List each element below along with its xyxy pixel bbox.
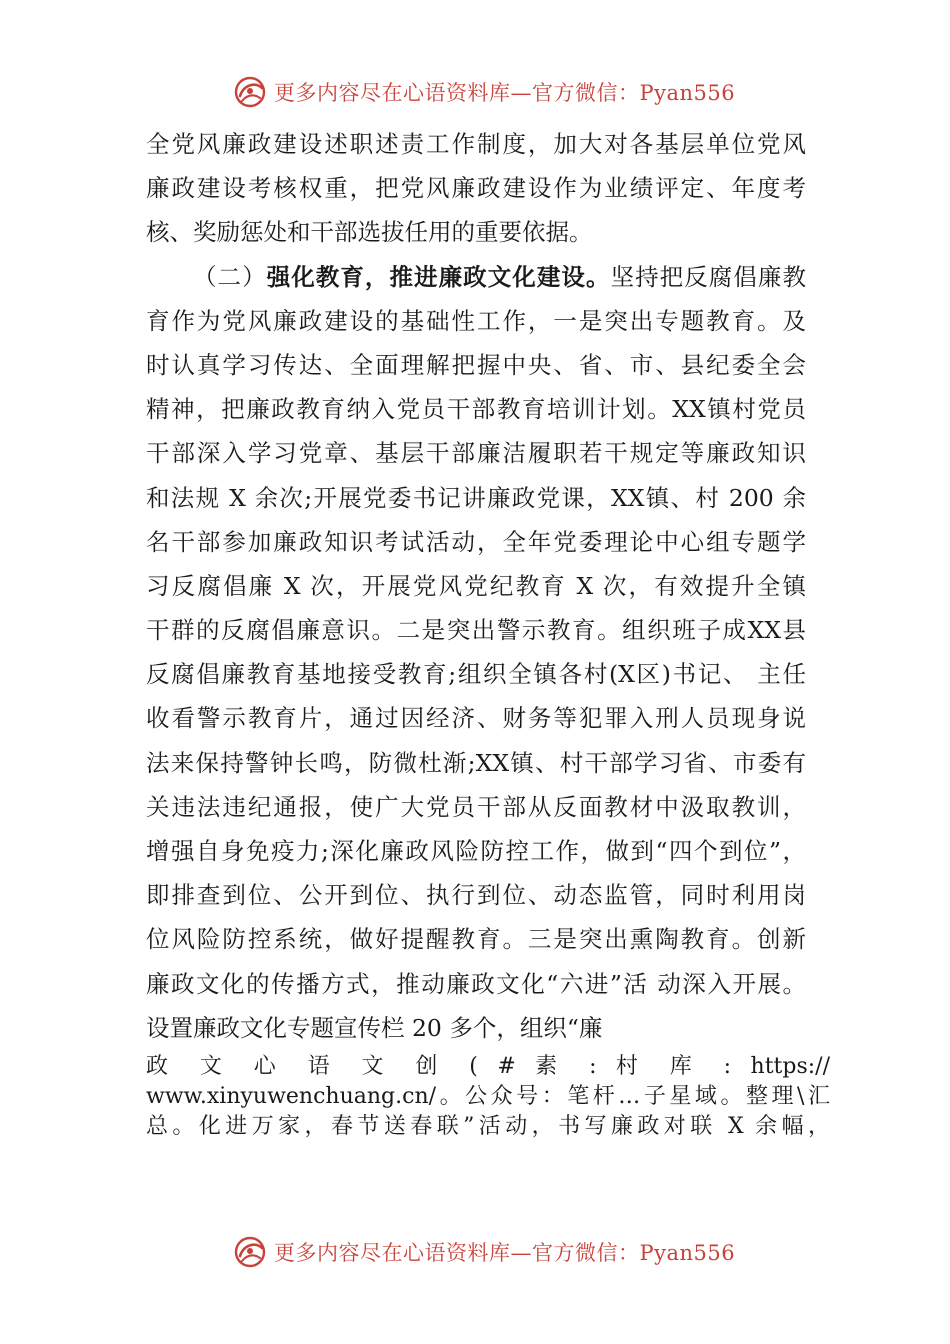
body-line: 全党风廉政建设述职述责工作制度，加大对各基层单位党风 — [146, 130, 806, 158]
body-line: 法来保持警钟长鸣，防微杜渐;XX镇、村干部学习省、市委有 — [146, 748, 806, 777]
body-line: 反腐倡廉教育基地接受教育;组织全镇各村(X区)书记、 主任 — [146, 660, 806, 689]
section-number: （二） — [193, 262, 267, 291]
body-line: 精神，把廉政教育纳入党员干部教育培训计划。XX镇村党员 — [146, 395, 806, 424]
footer-banner — [232, 1232, 736, 1272]
section-heading: 强化教育，推进廉政文化建设。 — [266, 262, 611, 291]
body-line: 关违法违纪通报，使广大党员干部从反面教材中汲取教训， — [146, 792, 806, 821]
watermark-line: 总。化进万家，春节送春联”活动，书写廉政对联 X 余幅， — [146, 1114, 830, 1139]
body-line: 收看警示教育片，通过因经济、财务等犯罪入刑人员现身说 — [146, 704, 806, 733]
section-first-line — [146, 255, 806, 299]
document-body — [146, 122, 806, 1050]
watermark-line: 政 文 心 语 文 创 ( # 素 : 村 库 : https:// — [146, 1054, 830, 1079]
body-line: 廉政建设考核权重，把党风廉政建设作为业绩评定、年度考 — [146, 174, 806, 203]
body-line: 核、奖励惩处和干部选拔任用的重要依据。 — [146, 218, 593, 247]
body-line: 和法规 X 余次;开展党委书记讲廉政党课，XX镇、村 200 余 — [146, 483, 806, 512]
body-line: 干群的反腐倡廉意识。二是突出警示教育。组织班子成XX县 — [146, 616, 806, 645]
logo-icon — [232, 74, 268, 110]
body-line: 位风险防控系统，做好提醒教育。三是突出熏陶教育。创新 — [146, 925, 806, 954]
footer-banner-text: 更多内容尽在心语资料库—官方微信：Pyan556 — [274, 1241, 736, 1265]
header-banner-text: 更多内容尽在心语资料库—官方微信：Pyan556 — [274, 81, 736, 105]
body-line: 廉政文化的传播方式，推动廉政文化“六进”活 动深入开展。 — [146, 969, 806, 998]
body-line: 时认真学习传达、全面理解把握中央、省、市、县纪委全会 — [146, 350, 806, 379]
body-line: 干部深入学习党章、基层干部廉洁履职若干规定等廉政知识 — [146, 439, 806, 468]
header-banner — [232, 72, 736, 112]
body-line: 即排查到位、公开到位、执行到位、动态监管，同时利用岗 — [146, 881, 806, 910]
section-first-text: 坚持把反腐倡廉教 — [610, 262, 806, 291]
watermark-line: www.xinyuwenchuang.cn/。公众号：笔杆…子星域。整理\汇 — [146, 1084, 830, 1109]
body-line: 习反腐倡廉 X 次，开展党风党纪教育 X 次，有效提升全镇 — [146, 571, 806, 600]
body-line: 设置廉政文化专题宣传栏 20 多个，组织“廉 — [146, 1013, 603, 1042]
body-line: 育作为党风廉政建设的基础性工作，一是突出专题教育。及 — [146, 306, 806, 335]
logo-icon — [232, 1234, 268, 1270]
watermark-text-block — [146, 1052, 830, 1142]
body-line: 增强自身免疫力;深化廉政风险防控工作，做到“四个到位”， — [146, 837, 806, 865]
body-line: 名干部参加廉政知识考试活动，全年党委理论中心组专题学 — [146, 527, 806, 556]
